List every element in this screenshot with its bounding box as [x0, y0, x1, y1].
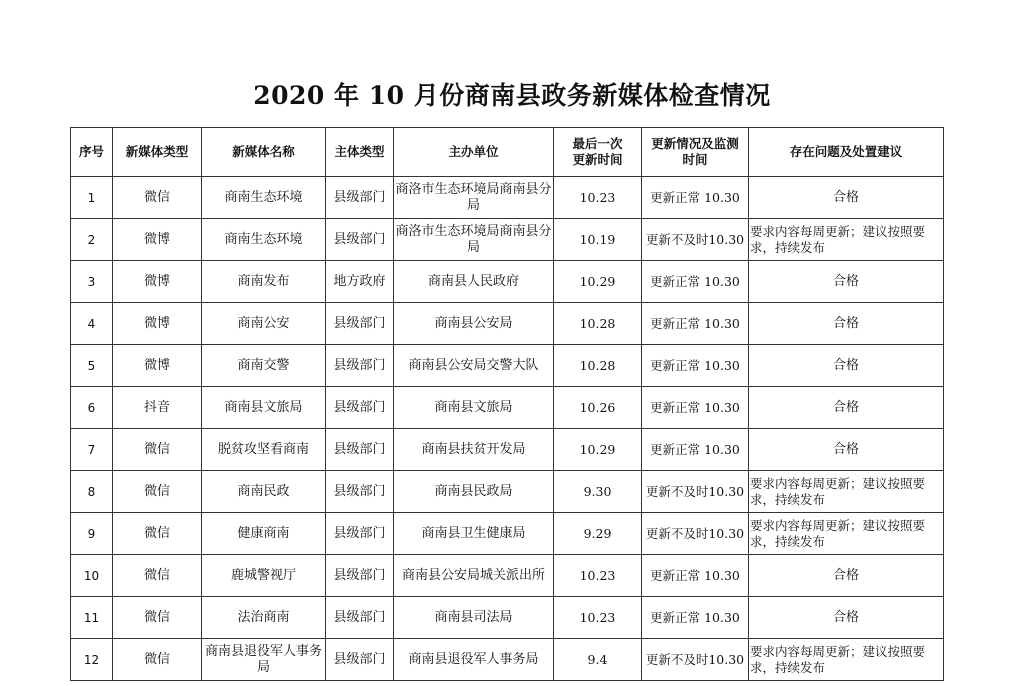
- media-name-cell: 法治商南: [202, 597, 326, 639]
- host-unit-cell: 商洛市生态环境局商南县分局: [394, 177, 554, 219]
- issues-cell: 合格: [749, 387, 944, 429]
- seq-cell: 11: [71, 597, 113, 639]
- issues-cell: 合格: [749, 429, 944, 471]
- seq-cell: 6: [71, 387, 113, 429]
- last-update-cell: 10.28: [554, 345, 642, 387]
- status-cell: 更新正常 10.30: [642, 345, 749, 387]
- last-update-cell: 10.29: [554, 261, 642, 303]
- header-status-line1: 更新情况及监测: [651, 136, 739, 151]
- issues-cell: 合格: [749, 261, 944, 303]
- table-row: [71, 303, 944, 345]
- status-cell: 更新正常 10.30: [642, 429, 749, 471]
- seq-cell: 12: [71, 639, 113, 681]
- last-update-cell: 10.23: [554, 555, 642, 597]
- seq-cell: 8: [71, 471, 113, 513]
- table-row: [71, 513, 944, 555]
- host-unit-cell: 商南县民政局: [394, 471, 554, 513]
- media-type-cell: 微信: [113, 471, 202, 513]
- header-last-update: [554, 128, 642, 177]
- header-last-update-line2: 更新时间: [572, 152, 623, 167]
- seq-cell: 2: [71, 219, 113, 261]
- page-title: 2020 年 10 月份商南县政务新媒体检查情况: [253, 81, 771, 110]
- seq-cell: 10: [71, 555, 113, 597]
- media-type-cell: 微信: [113, 639, 202, 681]
- issues-cell: 要求内容每周更新；建议按照要求，持续发布: [749, 219, 944, 261]
- media-type-cell: 微博: [113, 303, 202, 345]
- host-unit-cell: 商洛市生态环境局商南县分局: [394, 219, 554, 261]
- media-name-cell: 商南生态环境: [202, 177, 326, 219]
- media-name-cell: 商南民政: [202, 471, 326, 513]
- entity-type-cell: 县级部门: [326, 471, 394, 513]
- status-cell: 更新正常 10.30: [642, 261, 749, 303]
- host-unit-cell: 商南县公安局城关派出所: [394, 555, 554, 597]
- seq-cell: 3: [71, 261, 113, 303]
- status-cell: 更新正常 10.30: [642, 303, 749, 345]
- status-cell: 更新正常 10.30: [642, 387, 749, 429]
- host-unit-cell: 商南县退役军人事务局: [394, 639, 554, 681]
- media-name-cell: 商南县退役军人事务局: [202, 639, 326, 681]
- issues-cell: 要求内容每周更新；建议按照要求，持续发布: [749, 639, 944, 681]
- table-row: [71, 597, 944, 639]
- table-row: [71, 177, 944, 219]
- media-type-cell: 微信: [113, 513, 202, 555]
- issues-cell: 合格: [749, 345, 944, 387]
- header-status-line2: 时间: [682, 152, 708, 167]
- last-update-cell: 10.19: [554, 219, 642, 261]
- header-last-update-line1: 最后一次: [572, 136, 623, 151]
- entity-type-cell: 县级部门: [326, 639, 394, 681]
- entity-type-cell: 县级部门: [326, 555, 394, 597]
- host-unit-cell: 商南县扶贫开发局: [394, 429, 554, 471]
- status-cell: 更新不及时10.30: [642, 639, 749, 681]
- media-name-cell: 商南生态环境: [202, 219, 326, 261]
- last-update-cell: 9.29: [554, 513, 642, 555]
- last-update-cell: 10.23: [554, 177, 642, 219]
- issues-cell: 要求内容每周更新；建议按照要求，持续发布: [749, 471, 944, 513]
- entity-type-cell: 县级部门: [326, 219, 394, 261]
- entity-type-cell: 县级部门: [326, 303, 394, 345]
- status-cell: 更新不及时10.30: [642, 513, 749, 555]
- host-unit-cell: 商南县人民政府: [394, 261, 554, 303]
- header-row: [71, 128, 944, 177]
- status-cell: 更新不及时10.30: [642, 471, 749, 513]
- last-update-cell: 10.28: [554, 303, 642, 345]
- media-name-cell: 商南发布: [202, 261, 326, 303]
- table-row: [71, 219, 944, 261]
- table-header: [71, 128, 944, 177]
- table-row: [71, 345, 944, 387]
- media-name-cell: 商南公安: [202, 303, 326, 345]
- entity-type-cell: 县级部门: [326, 429, 394, 471]
- host-unit-cell: 商南县司法局: [394, 597, 554, 639]
- status-cell: 更新正常 10.30: [642, 597, 749, 639]
- seq-cell: 4: [71, 303, 113, 345]
- last-update-cell: 10.23: [554, 597, 642, 639]
- table-row: [71, 471, 944, 513]
- media-name-cell: 商南县文旅局: [202, 387, 326, 429]
- status-cell: 更新正常 10.30: [642, 555, 749, 597]
- media-name-cell: 商南交警: [202, 345, 326, 387]
- header-host-unit: 主办单位: [394, 128, 554, 177]
- header-entity-type: 主体类型: [326, 128, 394, 177]
- seq-cell: 1: [71, 177, 113, 219]
- table-row: [71, 639, 944, 681]
- seq-cell: 9: [71, 513, 113, 555]
- entity-type-cell: 县级部门: [326, 345, 394, 387]
- host-unit-cell: 商南县公安局: [394, 303, 554, 345]
- media-type-cell: 微博: [113, 219, 202, 261]
- last-update-cell: 10.29: [554, 429, 642, 471]
- issues-cell: 要求内容每周更新；建议按照要求，持续发布: [749, 513, 944, 555]
- table-row: [71, 261, 944, 303]
- host-unit-cell: 商南县公安局交警大队: [394, 345, 554, 387]
- table-body: [71, 177, 944, 681]
- seq-cell: 7: [71, 429, 113, 471]
- inspection-table: [70, 127, 944, 681]
- media-type-cell: 微信: [113, 597, 202, 639]
- issues-cell: 合格: [749, 303, 944, 345]
- entity-type-cell: 县级部门: [326, 513, 394, 555]
- issues-cell: 合格: [749, 597, 944, 639]
- header-issues: 存在问题及处置建议: [749, 128, 944, 177]
- last-update-cell: 9.30: [554, 471, 642, 513]
- table-row: [71, 429, 944, 471]
- table-row: [71, 387, 944, 429]
- media-type-cell: 微博: [113, 261, 202, 303]
- host-unit-cell: 商南县文旅局: [394, 387, 554, 429]
- entity-type-cell: 县级部门: [326, 177, 394, 219]
- media-type-cell: 微信: [113, 555, 202, 597]
- media-type-cell: 微信: [113, 177, 202, 219]
- status-cell: 更新不及时10.30: [642, 219, 749, 261]
- issues-cell: 合格: [749, 177, 944, 219]
- last-update-cell: 10.26: [554, 387, 642, 429]
- status-cell: 更新正常 10.30: [642, 177, 749, 219]
- media-name-cell: 脱贫攻坚看商南: [202, 429, 326, 471]
- entity-type-cell: 地方政府: [326, 261, 394, 303]
- header-seq: 序号: [71, 128, 113, 177]
- seq-cell: 5: [71, 345, 113, 387]
- host-unit-cell: 商南县卫生健康局: [394, 513, 554, 555]
- header-status: [642, 128, 749, 177]
- header-media-type: 新媒体类型: [113, 128, 202, 177]
- media-name-cell: 健康商南: [202, 513, 326, 555]
- header-media-name: 新媒体名称: [202, 128, 326, 177]
- media-type-cell: 抖音: [113, 387, 202, 429]
- last-update-cell: 9.4: [554, 639, 642, 681]
- table-row: [71, 555, 944, 597]
- media-name-cell: 鹿城警视厅: [202, 555, 326, 597]
- media-type-cell: 微博: [113, 345, 202, 387]
- media-type-cell: 微信: [113, 429, 202, 471]
- entity-type-cell: 县级部门: [326, 387, 394, 429]
- entity-type-cell: 县级部门: [326, 597, 394, 639]
- issues-cell: 合格: [749, 555, 944, 597]
